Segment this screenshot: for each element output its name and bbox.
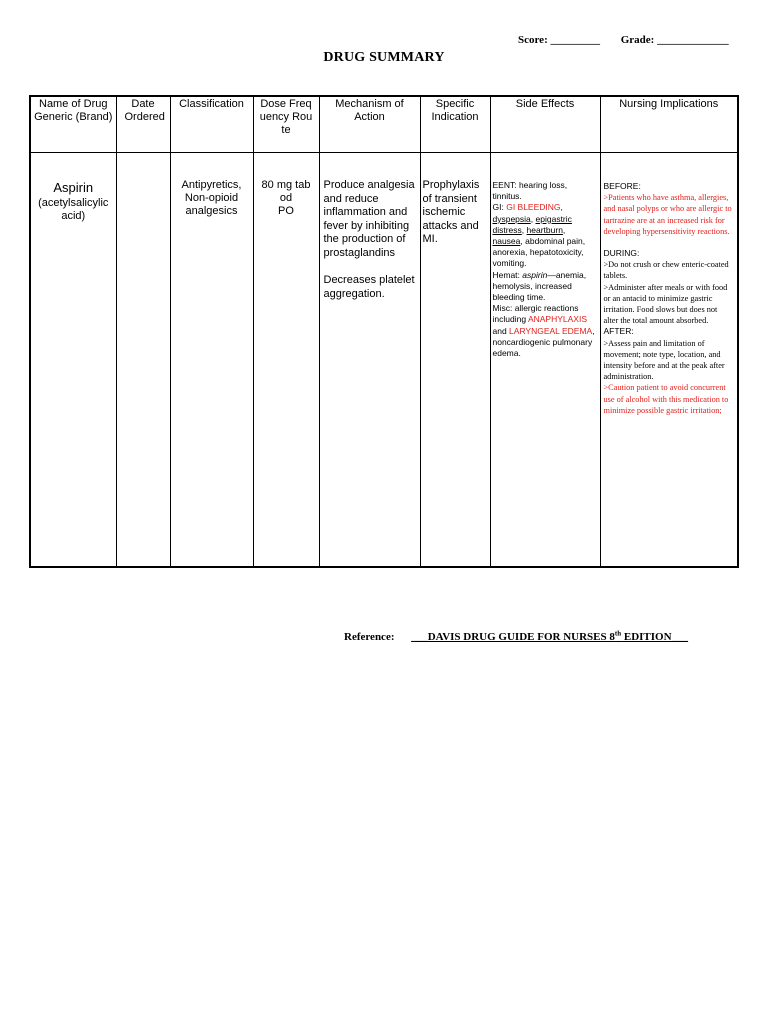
cell-nursing-implications	[600, 153, 738, 568]
cell-indication: Prophylaxis of transient ischemic attacks and MI.	[420, 153, 490, 568]
cell-classification: Antipyretics, Non-opioid analgesics	[170, 153, 253, 568]
side-effect-hemat-rest: —anemia, hemolysis, increased bleeding time.	[492, 269, 587, 303]
side-effect-epigastric: epigastric distress	[492, 213, 572, 235]
separator: ,	[560, 202, 563, 213]
cell-side-effects	[490, 153, 600, 568]
cell-date-ordered	[116, 153, 170, 568]
header-classification: Classification	[170, 96, 253, 153]
spacer	[604, 237, 735, 248]
header-side-effects: Side Effects	[490, 96, 600, 153]
score-label: Score: _________	[518, 34, 600, 46]
mechanism-text-2: Decreases platelet aggregation.	[323, 274, 415, 300]
side-effect-laryngeal-edema: LARYNGEAL EDEMA	[509, 325, 593, 336]
header-nursing: Nursing Implications	[600, 96, 738, 153]
cell-mechanism	[319, 153, 420, 568]
side-effect-eent: EENT: hearing loss, tinnitus.	[492, 180, 568, 202]
nursing-after-note-2: >Caution patient to avoid concurrent use of alcohol with this medication to minimize possible gastric irritation;	[603, 383, 729, 415]
nursing-before-note: >Patients who have asthma, allergies, and nasal polyps or who are allergic to tartrazine are at an increased risk for developing hypersensitivity reactions.	[603, 193, 732, 236]
reference-value-sup: th	[614, 629, 622, 637]
nursing-during-label: DURING:	[603, 248, 640, 259]
dose-route: PO	[278, 205, 294, 217]
reference-label: Reference:	[344, 630, 395, 643]
page-title: DRUG SUMMARY	[323, 50, 445, 65]
nursing-during-note-2: >Administer after meals or with food or an antacid to minimize gastric irritation. Food slows but does not alter the total amount absorbed.	[603, 282, 728, 326]
drug-summary-table	[29, 95, 739, 568]
separator: ,	[521, 224, 527, 235]
side-effect-nausea: nausea	[492, 236, 521, 247]
grade-label: Grade: _____________	[620, 34, 729, 46]
nursing-during-note-1: >Do not crush or chew enteric-coated tablets.	[603, 260, 729, 281]
header-mechanism: Mechanism of Action	[319, 96, 420, 153]
reference-line	[344, 629, 688, 643]
side-effect-hemat-prefix: Hemat:	[492, 269, 523, 280]
separator: ,	[562, 224, 566, 235]
side-effect-dyspepsia: dyspepsia	[492, 213, 531, 224]
score-grade-line	[518, 34, 747, 46]
reference-value	[411, 631, 688, 643]
side-effect-gi-prefix: GI:	[492, 202, 507, 213]
nursing-after-note-1: >Assess pain and limitation of movement; note type, location, and intensity before and at the peak after administration.	[603, 338, 725, 382]
table-header-row	[30, 96, 738, 153]
nursing-after-label: AFTER:	[603, 326, 634, 337]
side-effect-heartburn: heartburn	[526, 224, 563, 235]
header-date: Date Ordered	[116, 96, 170, 153]
mechanism-text-1: Produce analgesia and reduce inflammation and fever by inhibiting the production of prostaglandins	[323, 179, 415, 259]
side-effect-misc-prefix: Misc: allergic reactions including	[492, 303, 579, 325]
side-effect-gi-bleeding: GI BLEEDING	[506, 202, 561, 213]
reference-value-end: EDITION___	[621, 630, 689, 643]
side-effect-anaphylaxis: ANAPHYLAXIS	[527, 314, 588, 325]
cell-drug-name	[30, 153, 116, 568]
header-name: Name of Drug Generic (Brand)	[30, 96, 116, 153]
header-dose: Dose Frequency Route	[253, 96, 319, 153]
dose-frequency: od	[279, 192, 293, 204]
side-effect-hemat-drug: aspirin	[522, 269, 548, 280]
nursing-before-label: BEFORE:	[603, 181, 641, 191]
separator: and	[492, 325, 510, 336]
reference-value-main: ___DAVIS DRUG GUIDE FOR NURSES 8	[411, 630, 615, 643]
header-indication: Specific Indication	[420, 96, 490, 153]
table-row	[30, 153, 738, 568]
dose-amount: 80 mg tab	[261, 179, 311, 191]
drug-name: Aspirin	[53, 180, 94, 195]
side-effect-misc-rest: , noncardiogenic pulmonary edema.	[492, 325, 595, 359]
drug-generic: (acetylsalicylic acid)	[38, 197, 109, 222]
cell-dose	[253, 153, 319, 568]
separator: ,	[530, 213, 536, 224]
side-effect-gi-rest: , abdominal pain, anorexia, hepatotoxicity, vomiting.	[492, 236, 586, 269]
